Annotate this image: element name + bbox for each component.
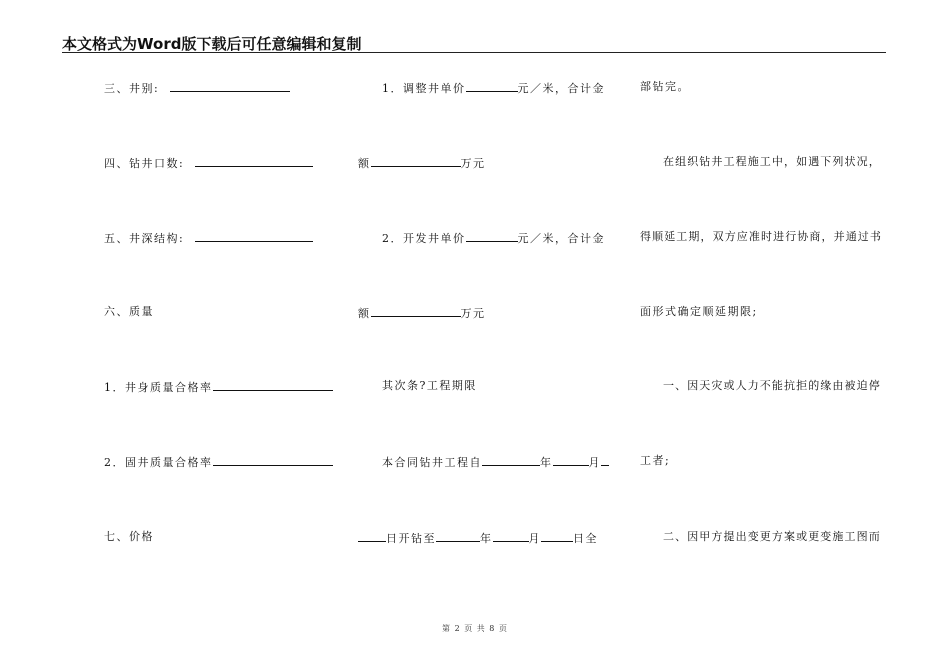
period-start-month-label: 月 [588,456,601,469]
adjust-price-row [382,80,605,96]
page-number: 第 2 页 共 8 页 [442,624,508,633]
period-start-day-blank [601,454,609,466]
quality-2-label: 2．固井质量合格率 [104,456,213,469]
structure-label: 五、井深结构: [104,232,185,245]
period-end-year-label: 年 [480,532,493,545]
price-heading: 七、价格 [104,530,154,543]
adjust-amount-blank [371,155,461,167]
adjust-amount-row [358,155,486,171]
drill-count-row [104,155,313,171]
well-type-label: 三、井别: [104,82,160,95]
col3-line-4: 面形式确定顺延期限; [640,305,758,318]
col3-line-6: 工者; [640,454,671,467]
quality-1-label: 1．井身质量合格率 [104,381,213,394]
period-start-year-blank [482,454,540,466]
header-divider [62,52,886,53]
develop-amount-prefix: 额 [358,307,371,320]
well-type-blank [170,80,290,92]
period-end-label: 日开钻至 [386,532,436,545]
structure-row [104,230,313,246]
adjust-price-unit: 元／米，合计金 [517,82,605,95]
quality-1-blank [213,379,333,391]
adjust-price-blank [466,80,518,92]
well-type-row [104,80,290,96]
develop-price-unit: 元／米，合计金 [517,232,605,245]
period-start-year-label: 年 [540,456,553,469]
develop-price-row [382,230,605,246]
period-end-month-label: 月 [528,532,541,545]
develop-amount-row [358,305,486,321]
period-start-day-cont-blank [358,530,386,542]
period-end-year-blank [436,530,480,542]
develop-price-blank [466,230,518,242]
develop-amount-blank [371,305,461,317]
drill-count-blank [195,155,313,167]
adjust-price-label: 1．调整井单价 [382,82,466,95]
quality-2-row [104,454,333,470]
period-start-label: 本合同钻井工程自 [382,456,482,469]
period-start-row [382,454,609,470]
col3-line-1: 部钻完。 [640,80,690,93]
period-start-month-blank [553,454,589,466]
adjust-amount-unit: 万元 [460,157,486,170]
col3-line-7: 二、因甲方提出变更方案或更变施工图而 [663,530,881,543]
col3-line-3: 得顺延工期，双方应准时进行协商，并通过书 [640,230,882,243]
document-header-title: 本文格式为Word版下载后可任意编辑和复制 [62,35,362,53]
period-heading: 其次条?工程期限 [382,379,477,392]
quality-heading: 六、质量 [104,305,154,318]
quality-1-row [104,379,333,395]
period-end-day-label: 日全 [573,532,598,545]
adjust-amount-prefix: 额 [358,157,371,170]
develop-amount-unit: 万元 [460,307,486,320]
period-end-row [358,530,598,546]
period-end-day-blank [541,530,573,542]
period-end-month-blank [493,530,529,542]
drill-count-label: 四、钻井口数: [104,157,185,170]
develop-price-label: 2．开发井单价 [382,232,466,245]
structure-blank [195,230,313,242]
col3-line-2: 在组织钻井工程施工中，如遇下列状况， [663,155,881,168]
quality-2-blank [213,454,333,466]
col3-line-5: 一、因天灾或人力不能抗拒的缘由被迫停 [663,379,881,392]
